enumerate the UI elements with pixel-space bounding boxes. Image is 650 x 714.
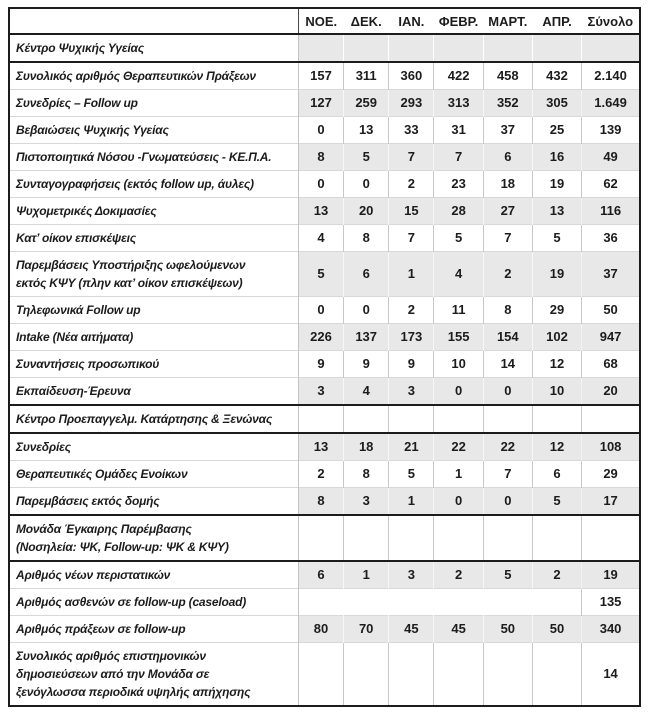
month-cell: 45 xyxy=(389,616,434,643)
total-cell: 36 xyxy=(582,225,640,252)
total-cell xyxy=(582,34,640,62)
column-header-0: ΝΟΕ. xyxy=(298,8,343,34)
row-label: Πιστοποιητικά Νόσου -Γνωματεύσεις - ΚΕ.Π.Α. xyxy=(9,144,298,171)
month-cell xyxy=(298,405,343,433)
month-cell: 6 xyxy=(344,252,389,297)
month-cell: 3 xyxy=(389,561,434,589)
table-row xyxy=(9,589,640,616)
month-cell: 12 xyxy=(532,351,581,378)
month-cell xyxy=(344,405,389,433)
month-cell: 458 xyxy=(483,62,532,90)
total-cell: 1.649 xyxy=(582,90,640,117)
month-cell: 0 xyxy=(483,378,532,406)
total-cell: 29 xyxy=(582,461,640,488)
month-cell: 432 xyxy=(532,62,581,90)
total-cell xyxy=(582,405,640,433)
table-row xyxy=(9,488,640,516)
total-cell: 116 xyxy=(582,198,640,225)
column-header-4: ΜΑΡΤ. xyxy=(483,8,532,34)
total-cell: 340 xyxy=(582,616,640,643)
month-cell: 2 xyxy=(298,461,343,488)
month-cell xyxy=(298,34,343,62)
table-row xyxy=(9,324,640,351)
row-label: Συνταγογραφήσεις (εκτός follow up, άυλες) xyxy=(9,171,298,198)
month-cell: 1 xyxy=(344,561,389,589)
table-row xyxy=(9,171,640,198)
month-cell: 422 xyxy=(434,62,483,90)
total-cell: 947 xyxy=(582,324,640,351)
month-cell: 13 xyxy=(344,117,389,144)
month-cell: 311 xyxy=(344,62,389,90)
row-label: Βεβαιώσεις Ψυχικής Υγείας xyxy=(9,117,298,144)
month-cell: 0 xyxy=(483,488,532,516)
month-cell: 226 xyxy=(298,324,343,351)
month-cell: 9 xyxy=(298,351,343,378)
column-header-1: ΔΕΚ. xyxy=(344,8,389,34)
table-row xyxy=(9,561,640,589)
month-cell: 16 xyxy=(532,144,581,171)
month-cell: 8 xyxy=(483,297,532,324)
month-cell: 0 xyxy=(344,297,389,324)
month-cell xyxy=(344,643,389,707)
month-cell: 45 xyxy=(434,616,483,643)
month-cell: 2 xyxy=(483,252,532,297)
total-cell: 50 xyxy=(582,297,640,324)
month-cell xyxy=(483,643,532,707)
month-cell: 1 xyxy=(389,488,434,516)
month-cell: 6 xyxy=(483,144,532,171)
month-cell: 20 xyxy=(344,198,389,225)
month-cell: 1 xyxy=(389,252,434,297)
month-cell xyxy=(483,34,532,62)
row-label: Συνολικός αριθμός επιστημονικών δημοσιεύσεων από την Μονάδα σε ξενόγλωσσα περιοδικά υψηλής απήχησης xyxy=(9,643,298,707)
month-cell: 25 xyxy=(532,117,581,144)
month-cell: 19 xyxy=(532,252,581,297)
table-row xyxy=(9,90,640,117)
month-cell: 0 xyxy=(298,171,343,198)
month-cell: 80 xyxy=(298,616,343,643)
total-cell: 19 xyxy=(582,561,640,589)
total-cell: 17 xyxy=(582,488,640,516)
month-cell: 22 xyxy=(434,433,483,461)
month-cell: 2 xyxy=(532,561,581,589)
month-cell: 18 xyxy=(483,171,532,198)
month-cell: 2 xyxy=(389,171,434,198)
row-label: Κέντρο Προεπαγγελμ. Κατάρτησης & Ξενώνας xyxy=(9,405,298,433)
month-cell: 9 xyxy=(389,351,434,378)
row-label: Συνεδρίες – Follow up xyxy=(9,90,298,117)
month-cell: 15 xyxy=(389,198,434,225)
month-cell xyxy=(344,515,389,561)
month-cell xyxy=(483,405,532,433)
month-cell: 31 xyxy=(434,117,483,144)
month-cell xyxy=(389,405,434,433)
row-label: Παρεμβάσεις εκτός δομής xyxy=(9,488,298,516)
month-cell: 154 xyxy=(483,324,532,351)
merged-month-cell xyxy=(298,589,581,616)
month-cell xyxy=(434,515,483,561)
column-header-3: ΦΕΒΡ. xyxy=(434,8,483,34)
month-cell: 10 xyxy=(532,378,581,406)
month-cell: 7 xyxy=(434,144,483,171)
month-cell xyxy=(532,515,581,561)
table-row xyxy=(9,433,640,461)
month-cell: 5 xyxy=(532,488,581,516)
month-cell xyxy=(344,34,389,62)
corner-cell xyxy=(9,8,298,34)
month-cell: 37 xyxy=(483,117,532,144)
total-cell: 139 xyxy=(582,117,640,144)
month-cell: 50 xyxy=(532,616,581,643)
month-cell xyxy=(532,405,581,433)
month-cell: 4 xyxy=(344,378,389,406)
month-cell: 7 xyxy=(389,225,434,252)
month-cell: 6 xyxy=(532,461,581,488)
month-cell: 23 xyxy=(434,171,483,198)
column-header-5: ΑΠΡ. xyxy=(532,8,581,34)
total-cell: 37 xyxy=(582,252,640,297)
month-cell: 28 xyxy=(434,198,483,225)
month-cell: 4 xyxy=(434,252,483,297)
month-cell xyxy=(434,34,483,62)
month-cell: 22 xyxy=(483,433,532,461)
month-cell xyxy=(434,643,483,707)
total-cell: 68 xyxy=(582,351,640,378)
total-cell: 135 xyxy=(582,589,640,616)
section-row xyxy=(9,515,640,561)
monthly-stats-table xyxy=(8,7,641,707)
row-label: Θεραπευτικές Ομάδες Ενοίκων xyxy=(9,461,298,488)
row-label: Intake (Νέα αιτήματα) xyxy=(9,324,298,351)
month-cell: 7 xyxy=(483,225,532,252)
month-cell xyxy=(434,405,483,433)
month-cell: 127 xyxy=(298,90,343,117)
month-cell: 50 xyxy=(483,616,532,643)
row-label: Τηλεφωνικά Follow up xyxy=(9,297,298,324)
month-cell: 11 xyxy=(434,297,483,324)
month-cell: 3 xyxy=(298,378,343,406)
total-cell: 108 xyxy=(582,433,640,461)
month-cell: 1 xyxy=(434,461,483,488)
month-cell xyxy=(298,515,343,561)
row-label: Συναντήσεις προσωπικού xyxy=(9,351,298,378)
month-cell xyxy=(483,515,532,561)
month-cell: 8 xyxy=(298,488,343,516)
month-cell: 352 xyxy=(483,90,532,117)
month-cell: 12 xyxy=(532,433,581,461)
row-label: Εκπαίδευση-Έρευνα xyxy=(9,378,298,406)
month-cell: 7 xyxy=(389,144,434,171)
row-label: Αριθμός πράξεων σε follow-up xyxy=(9,616,298,643)
row-label: Παρεμβάσεις Υποστήριξης ωφελούμενων εκτός ΚΨΥ (πλην κατ’ οίκον επισκέψεων) xyxy=(9,252,298,297)
month-cell: 5 xyxy=(434,225,483,252)
month-cell: 3 xyxy=(389,378,434,406)
month-cell xyxy=(532,643,581,707)
column-header-2: ΙΑΝ. xyxy=(389,8,434,34)
month-cell: 5 xyxy=(532,225,581,252)
month-cell: 18 xyxy=(344,433,389,461)
month-cell: 173 xyxy=(389,324,434,351)
table-row xyxy=(9,616,640,643)
table-row xyxy=(9,225,640,252)
month-cell: 8 xyxy=(344,225,389,252)
table-row xyxy=(9,62,640,90)
month-cell: 102 xyxy=(532,324,581,351)
total-cell xyxy=(582,515,640,561)
month-cell xyxy=(389,643,434,707)
month-cell: 27 xyxy=(483,198,532,225)
month-cell: 0 xyxy=(298,117,343,144)
table-body xyxy=(9,34,640,706)
total-cell: 20 xyxy=(582,378,640,406)
month-cell xyxy=(532,34,581,62)
month-cell xyxy=(389,34,434,62)
table-row xyxy=(9,252,640,297)
month-cell: 5 xyxy=(389,461,434,488)
month-cell: 5 xyxy=(344,144,389,171)
row-label: Μονάδα Έγκαιρης Παρέμβασης (Νοσηλεία: ΨΚ, Follow-up: ΨΚ & ΚΨΥ) xyxy=(9,515,298,561)
month-cell: 0 xyxy=(434,378,483,406)
table-row xyxy=(9,117,640,144)
month-cell: 6 xyxy=(298,561,343,589)
month-cell: 360 xyxy=(389,62,434,90)
table-header xyxy=(9,8,640,34)
month-cell: 293 xyxy=(389,90,434,117)
month-cell xyxy=(389,515,434,561)
table-row xyxy=(9,378,640,406)
row-label: Συνεδρίες xyxy=(9,433,298,461)
month-cell: 0 xyxy=(434,488,483,516)
month-cell: 5 xyxy=(298,252,343,297)
month-cell: 4 xyxy=(298,225,343,252)
table-row xyxy=(9,198,640,225)
table-row xyxy=(9,461,640,488)
month-cell: 70 xyxy=(344,616,389,643)
month-cell: 8 xyxy=(344,461,389,488)
row-label: Αριθμός νέων περιστατικών xyxy=(9,561,298,589)
month-cell: 9 xyxy=(344,351,389,378)
month-cell: 3 xyxy=(344,488,389,516)
total-cell: 49 xyxy=(582,144,640,171)
month-cell: 2 xyxy=(389,297,434,324)
month-cell: 7 xyxy=(483,461,532,488)
table-row xyxy=(9,144,640,171)
total-cell: 2.140 xyxy=(582,62,640,90)
table-row xyxy=(9,297,640,324)
month-cell: 10 xyxy=(434,351,483,378)
month-cell: 13 xyxy=(298,198,343,225)
total-cell: 62 xyxy=(582,171,640,198)
month-cell: 19 xyxy=(532,171,581,198)
month-cell: 0 xyxy=(298,297,343,324)
total-cell: 14 xyxy=(582,643,640,707)
month-cell: 21 xyxy=(389,433,434,461)
section-row xyxy=(9,405,640,433)
row-label: Κατ’ οίκον επισκέψεις xyxy=(9,225,298,252)
month-cell: 14 xyxy=(483,351,532,378)
month-cell: 13 xyxy=(532,198,581,225)
month-cell: 0 xyxy=(344,171,389,198)
row-label: Συνολικός αριθμός Θεραπευτικών Πράξεων xyxy=(9,62,298,90)
month-cell: 305 xyxy=(532,90,581,117)
section-row xyxy=(9,34,640,62)
month-cell: 137 xyxy=(344,324,389,351)
month-cell xyxy=(298,643,343,707)
month-cell: 13 xyxy=(298,433,343,461)
month-cell: 2 xyxy=(434,561,483,589)
month-cell: 33 xyxy=(389,117,434,144)
month-cell: 29 xyxy=(532,297,581,324)
month-cell: 313 xyxy=(434,90,483,117)
row-label: Αριθμός ασθενών σε follow-up (caseload) xyxy=(9,589,298,616)
table-row xyxy=(9,643,640,707)
month-cell: 5 xyxy=(483,561,532,589)
header-row xyxy=(9,8,640,34)
month-cell: 157 xyxy=(298,62,343,90)
month-cell: 259 xyxy=(344,90,389,117)
row-label: Ψυχομετρικές Δοκιμασίες xyxy=(9,198,298,225)
month-cell: 155 xyxy=(434,324,483,351)
month-cell: 8 xyxy=(298,144,343,171)
column-header-6: Σύνολο xyxy=(582,8,640,34)
row-label: Κέντρο Ψυχικής Υγείας xyxy=(9,34,298,62)
table-row xyxy=(9,351,640,378)
